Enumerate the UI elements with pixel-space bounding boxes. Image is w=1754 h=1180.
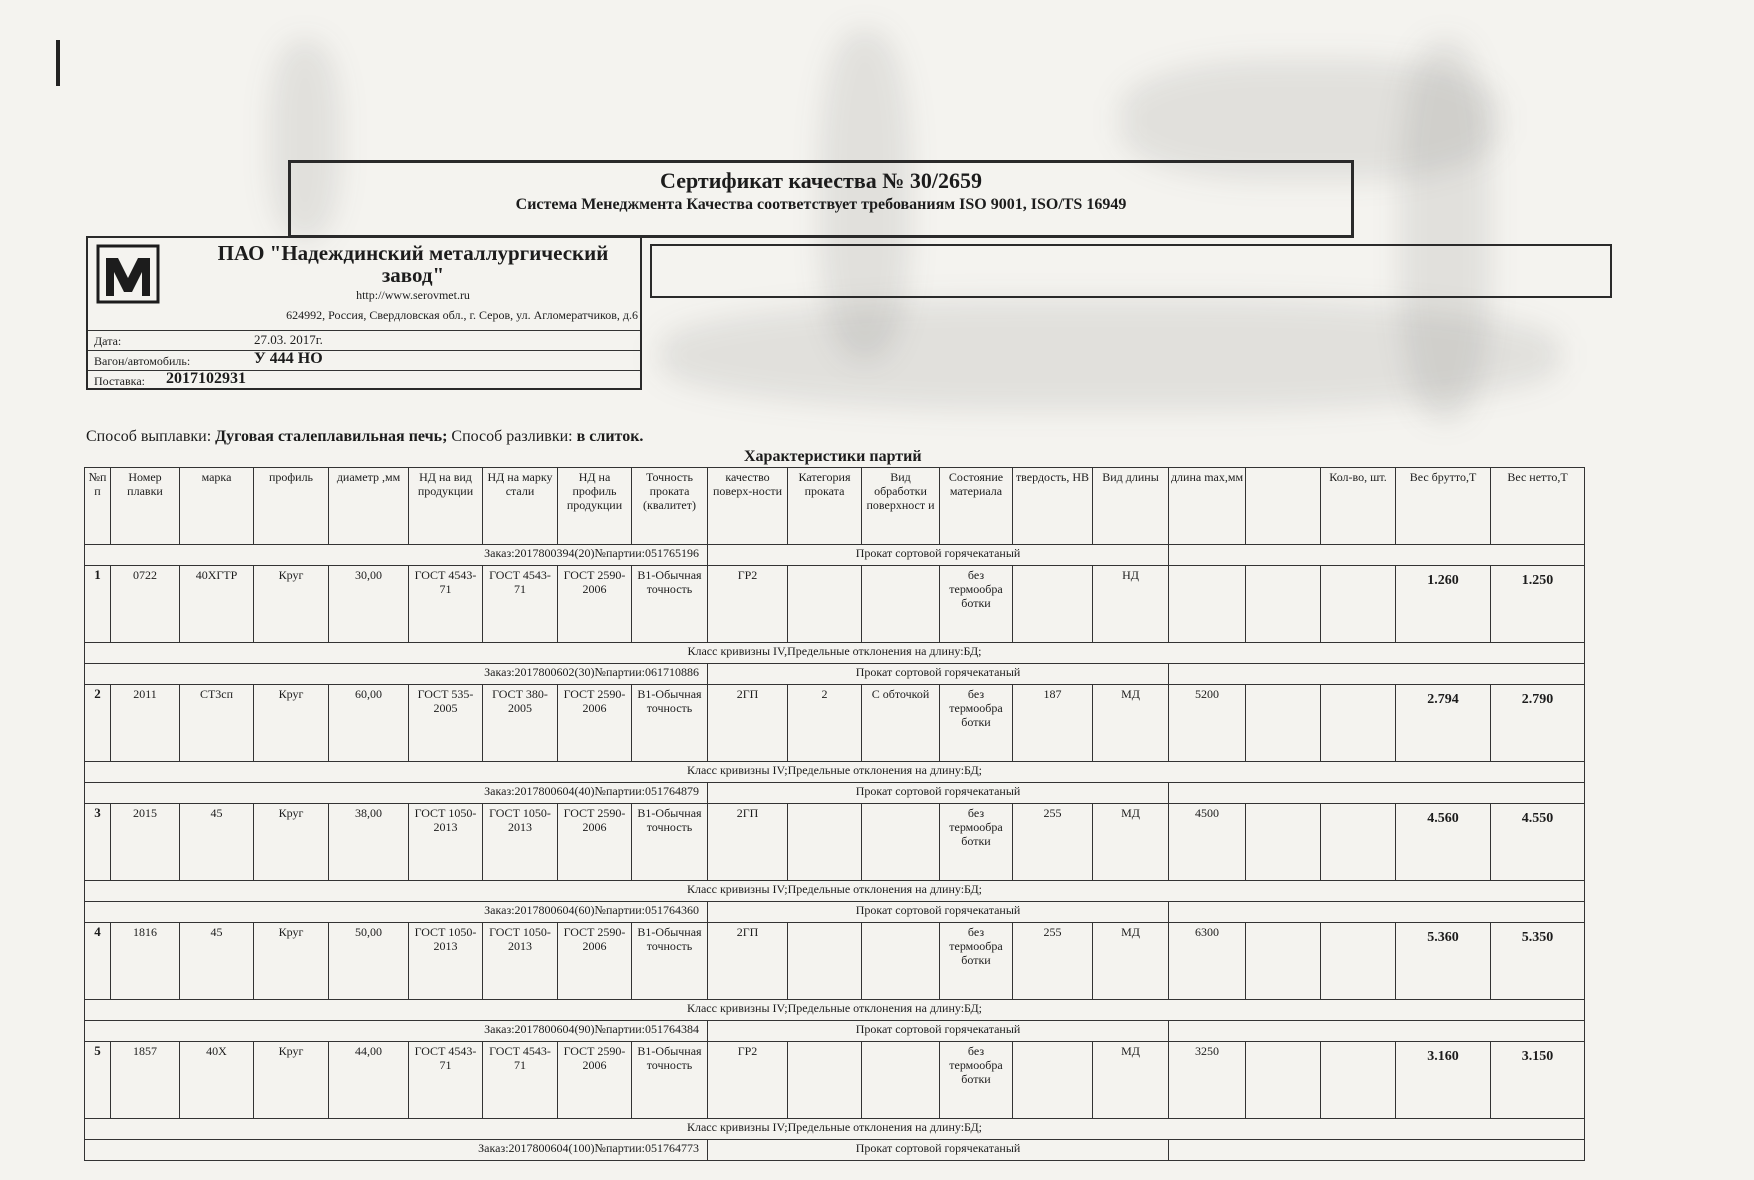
batch-cell: 30,00 (329, 566, 409, 643)
batch-cell (1013, 1042, 1093, 1119)
batch-cell: без термообра ботки (940, 1042, 1013, 1119)
batch-row (85, 1042, 1585, 1119)
batch-cell (1013, 566, 1093, 643)
batch-cell: 4 (85, 923, 111, 1000)
order-number: Заказ:2017800604(90)№партии:051764384 (85, 1021, 708, 1042)
batch-cell: 1857 (111, 1042, 180, 1119)
batch-cell (788, 923, 862, 1000)
batch-cell: ГОСТ 535-2005 (409, 685, 483, 762)
batch-cell: С обточкой (862, 685, 940, 762)
batch-cell: Круг (254, 923, 329, 1000)
column-header: Номер плавки (111, 468, 180, 545)
batch-cell (788, 804, 862, 881)
note-row (85, 1000, 1585, 1021)
batch-cell: 2 (85, 685, 111, 762)
date-row (88, 330, 640, 351)
batch-cell: В1-Обычная точность (632, 566, 708, 643)
column-header: марка (180, 468, 254, 545)
batch-note: Класс кривизны IV;Предельные отклонения на длину:БД; (85, 1119, 1585, 1140)
company-logo-icon (96, 244, 160, 304)
batch-cell: 5200 (1169, 685, 1246, 762)
column-header: НД на марку стали (483, 468, 558, 545)
batch-cell: СТ3сп (180, 685, 254, 762)
company-block (86, 236, 642, 390)
batch-cell: 1.260 (1396, 566, 1491, 643)
batch-cell: Круг (254, 566, 329, 643)
column-header: Вид длины (1093, 468, 1169, 545)
table-title: Характеристики партий (744, 448, 922, 465)
batch-cell: 187 (1013, 685, 1093, 762)
batch-note: Класс кривизны IV,Предельные отклонения на длину:БД; (85, 643, 1585, 664)
batch-row (85, 685, 1585, 762)
product-type: Прокат сортовой горячекатаный (708, 1021, 1169, 1042)
batch-note: Класс кривизны IV;Предельные отклонения на длину:БД; (85, 762, 1585, 783)
column-header: Вес брутто,Т (1396, 468, 1491, 545)
product-type: Прокат сортовой горячекатаный (708, 664, 1169, 685)
column-header: Точность проката (квалитет) (632, 468, 708, 545)
batch-cell: 4.560 (1396, 804, 1491, 881)
order-row (85, 783, 1585, 804)
company-website: http://www.serovmet.ru (356, 288, 470, 302)
batch-cell: 38,00 (329, 804, 409, 881)
note-row (85, 1119, 1585, 1140)
order-row (85, 1140, 1585, 1161)
batch-cell (862, 804, 940, 881)
smelting-value: Дуговая сталеплавильная печь; (215, 428, 448, 445)
column-header: Вид обработки поверхност и (862, 468, 940, 545)
company-address: 624992, Россия, Свердловская обл., г. Серов, ул. Агломератчиков, д.6 (286, 308, 638, 322)
batch-cell (1246, 685, 1321, 762)
batch-cell: ГОСТ 2590-2006 (558, 566, 632, 643)
batch-cell (1321, 804, 1396, 881)
casting-value: в слиток. (576, 428, 644, 445)
batch-note: Класс кривизны IV;Предельные отклонения на длину:БД; (85, 1000, 1585, 1021)
batch-cell: 3.150 (1491, 1042, 1585, 1119)
batch-cell: МД (1093, 685, 1169, 762)
batch-cell: 50,00 (329, 923, 409, 1000)
column-header: Состояние материала (940, 468, 1013, 545)
certificate-header (288, 160, 1354, 238)
batch-cell: Круг (254, 804, 329, 881)
batch-cell: МД (1093, 804, 1169, 881)
batch-cell: ГОСТ 4543-71 (483, 1042, 558, 1119)
column-header: качество поверх-ности (708, 468, 788, 545)
batch-cell (788, 1042, 862, 1119)
batch-cell (1246, 923, 1321, 1000)
batch-cell: 60,00 (329, 685, 409, 762)
batch-cell: ГОСТ 4543-71 (409, 566, 483, 643)
batch-cell: В1-Обычная точность (632, 685, 708, 762)
column-header: Кол-во, шт. (1321, 468, 1396, 545)
batch-cell: 2011 (111, 685, 180, 762)
batch-cell: ГОСТ 4543-71 (483, 566, 558, 643)
batch-cell: 5 (85, 1042, 111, 1119)
batch-cell: ГР2 (708, 566, 788, 643)
company-name: ПАО "Надеждинский металлургический завод" (217, 241, 609, 287)
batch-cell: 1 (85, 566, 111, 643)
batch-cell (1246, 804, 1321, 881)
batch-cell (1321, 685, 1396, 762)
batch-cell: 4500 (1169, 804, 1246, 881)
batch-row (85, 566, 1585, 643)
batch-cell: ГОСТ 4543-71 (409, 1042, 483, 1119)
wagon-value: У 444 НО (254, 350, 323, 367)
order-row (85, 664, 1585, 685)
batches-table (84, 467, 1585, 1161)
batch-cell: без термообра ботки (940, 923, 1013, 1000)
batch-cell: 0722 (111, 566, 180, 643)
order-number: Заказ:2017800604(60)№партии:051764360 (85, 902, 708, 923)
batch-cell: 2ГП (708, 804, 788, 881)
order-row-blank (1169, 545, 1585, 566)
note-row (85, 643, 1585, 664)
batch-cell: 45 (180, 923, 254, 1000)
batch-cell: ГОСТ 1050-2013 (483, 804, 558, 881)
batch-cell: 4.550 (1491, 804, 1585, 881)
batch-cell: ГОСТ 1050-2013 (483, 923, 558, 1000)
date-label: Дата: (94, 334, 122, 348)
batch-cell (1246, 566, 1321, 643)
order-row-blank (1169, 902, 1585, 923)
batch-cell (788, 566, 862, 643)
batch-cell: 255 (1013, 923, 1093, 1000)
batch-cell: 3.160 (1396, 1042, 1491, 1119)
certificate-subtitle: Система Менеджмента Качества соответствует требованиям ISO 9001, ISO/TS 16949 (515, 196, 1127, 213)
batch-cell: НД (1093, 566, 1169, 643)
wagon-row (88, 350, 640, 371)
scan-edge-mark (56, 40, 60, 86)
batch-cell: 3250 (1169, 1042, 1246, 1119)
delivery-row (88, 370, 640, 391)
product-type: Прокат сортовой горячекатаный (708, 902, 1169, 923)
batch-cell: ГР2 (708, 1042, 788, 1119)
wagon-label: Вагон/автомобиль: (94, 354, 191, 368)
batch-cell: 1.250 (1491, 566, 1585, 643)
column-header: твердость, НВ (1013, 468, 1093, 545)
column-header (1246, 468, 1321, 545)
batch-cell (862, 923, 940, 1000)
batch-cell (1321, 923, 1396, 1000)
note-row (85, 762, 1585, 783)
batch-cell: Круг (254, 1042, 329, 1119)
table-header-row (85, 468, 1585, 545)
batch-cell: ГОСТ 1050-2013 (409, 923, 483, 1000)
order-row-blank (1169, 664, 1585, 685)
customer-block (650, 244, 1612, 298)
batch-cell: 2.794 (1396, 685, 1491, 762)
batch-cell: ГОСТ 1050-2013 (409, 804, 483, 881)
batch-row (85, 923, 1585, 1000)
batch-cell: 1816 (111, 923, 180, 1000)
column-header: НД на вид продукции (409, 468, 483, 545)
batch-cell: 3 (85, 804, 111, 881)
batch-cell: В1-Обычная точность (632, 1042, 708, 1119)
smelting-method (86, 428, 643, 446)
batch-cell: без термообра ботки (940, 685, 1013, 762)
batch-cell: 2.790 (1491, 685, 1585, 762)
column-header: длина max,мм (1169, 468, 1246, 545)
casting-label: Способ разливки: (451, 428, 573, 445)
batch-cell (862, 1042, 940, 1119)
batch-cell (862, 566, 940, 643)
column-header: диаметр ,мм (329, 468, 409, 545)
batch-cell: ГОСТ 2590-2006 (558, 1042, 632, 1119)
batch-cell: ГОСТ 2590-2006 (558, 804, 632, 881)
batch-cell (1246, 1042, 1321, 1119)
batch-row (85, 804, 1585, 881)
product-type: Прокат сортовой горячекатаный (708, 545, 1169, 566)
order-number: Заказ:2017800604(40)№партии:051764879 (85, 783, 708, 804)
note-row (85, 881, 1585, 902)
product-type: Прокат сортовой горячекатаный (708, 783, 1169, 804)
batch-cell: 255 (1013, 804, 1093, 881)
batch-cell: 44,00 (329, 1042, 409, 1119)
batch-cell: 2015 (111, 804, 180, 881)
order-number: Заказ:2017800394(20)№партии:051765196 (85, 545, 708, 566)
batch-cell: ГОСТ 2590-2006 (558, 685, 632, 762)
batch-cell: ГОСТ 2590-2006 (558, 923, 632, 1000)
order-row-blank (1169, 1140, 1585, 1161)
batch-cell: 2ГП (708, 923, 788, 1000)
batch-cell (1321, 566, 1396, 643)
batch-cell: 2ГП (708, 685, 788, 762)
batch-cell: В1-Обычная точность (632, 804, 708, 881)
batch-note: Класс кривизны IV;Предельные отклонения на длину:БД; (85, 881, 1585, 902)
batch-cell: 40Х (180, 1042, 254, 1119)
scan-smudge (660, 300, 1560, 410)
batch-cell: 5.360 (1396, 923, 1491, 1000)
batch-cell: 40ХГТР (180, 566, 254, 643)
product-type: Прокат сортовой горячекатаный (708, 1140, 1169, 1161)
order-row (85, 902, 1585, 923)
order-row (85, 545, 1585, 566)
batch-cell: 2 (788, 685, 862, 762)
column-header: профиль (254, 468, 329, 545)
batch-cell (1321, 1042, 1396, 1119)
delivery-label: Поставка: (94, 374, 145, 388)
order-row-blank (1169, 783, 1585, 804)
batch-cell: 6300 (1169, 923, 1246, 1000)
batch-cell: В1-Обычная точность (632, 923, 708, 1000)
delivery-value: 2017102931 (166, 370, 246, 387)
column-header: НД на профиль продукции (558, 468, 632, 545)
batch-cell: Круг (254, 685, 329, 762)
batch-cell: МД (1093, 1042, 1169, 1119)
order-row-blank (1169, 1021, 1585, 1042)
date-value: 27.03. 2017г. (254, 332, 323, 347)
batch-cell: без термообра ботки (940, 566, 1013, 643)
batch-cell: 45 (180, 804, 254, 881)
batch-cell: ГОСТ 380-2005 (483, 685, 558, 762)
order-number: Заказ:2017800602(30)№партии:061710886 (85, 664, 708, 685)
column-header: №п п (85, 468, 111, 545)
batch-cell (1169, 566, 1246, 643)
column-header: Категория проката (788, 468, 862, 545)
certificate-title: Сертификат качества № 30/2659 (660, 168, 982, 193)
order-number: Заказ:2017800604(100)№партии:051764773 (85, 1140, 708, 1161)
batch-cell: 5.350 (1491, 923, 1585, 1000)
batch-cell: без термообра ботки (940, 804, 1013, 881)
column-header: Вес нетто,Т (1491, 468, 1585, 545)
smelting-label: Способ выплавки: (86, 428, 212, 445)
batch-cell: МД (1093, 923, 1169, 1000)
order-row (85, 1021, 1585, 1042)
